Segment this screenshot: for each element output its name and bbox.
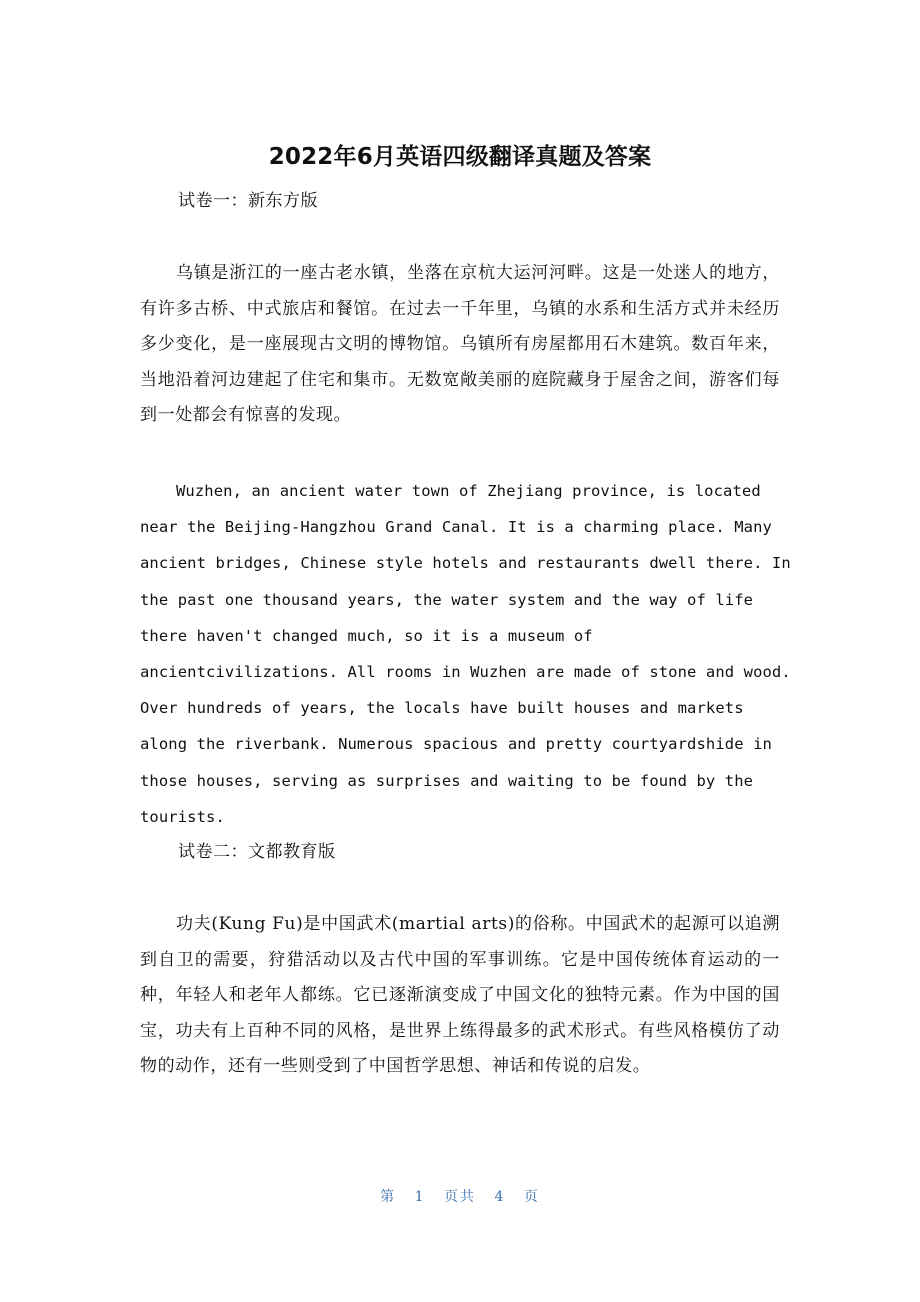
- page-title: 2022年6月英语四级翻译真题及答案: [268, 144, 652, 170]
- translation-line: Wuzhen, an ancient water town of Zhejiang province, is located: [176, 482, 761, 500]
- page-footer: [0, 1187, 920, 1207]
- footer-prefix: 第: [380, 1189, 397, 1205]
- footer-middle: 页共: [444, 1189, 476, 1205]
- translation-line: Over hundreds of years, the locals have built houses and markets: [140, 699, 744, 718]
- translation-line: those houses, serving as surprises and waiting to be found by the: [140, 771, 754, 790]
- section-label-wendu: 试卷二：文都教育版: [178, 842, 336, 862]
- footer-total-pages: 4: [494, 1189, 506, 1205]
- translation-line: the past one thousand years, the water system and the way of life: [140, 590, 754, 609]
- translation-line: there haven't changed much, so it is a museum of: [140, 626, 593, 645]
- translation-line: along the riverbank. Numerous spacious and pretty courtyardshide in: [140, 735, 772, 754]
- translation-line: ancientcivilizations. All rooms in Wuzhen are made of stone and wood.: [140, 663, 791, 682]
- section-label-xdf: 试卷一：新东方版: [178, 191, 318, 211]
- footer-suffix: 页: [523, 1189, 540, 1205]
- translation-line: tourists.: [140, 807, 225, 826]
- chinese-paragraph-wuzhen: 乌镇是浙江的一座古老水镇，坐落在京杭大运河河畔。这是一处迷人的地方，有许多古桥、中式旅店和餐馆。在过去一千年里，乌镇的水系和生活方式并未经历多少变化，是一座展现古文明的博物馆。乌镇所有房屋都用石木建筑。数百年来，当地沿着河边建起了住宅和集市。无数宽敞美丽的庭院藏身于屋舍之间，游客们每到一处都会有惊喜的发现。: [140, 263, 780, 426]
- english-translation-wuzhen: [140, 473, 791, 835]
- translation-line: ancient bridges, Chinese style hotels and restaurants dwell there. In: [140, 554, 791, 573]
- footer-page-number: 1: [414, 1189, 426, 1205]
- chinese-paragraph-kungfu: 功夫(Kung Fu)是中国武术(martial arts)的俗称。中国武术的起源可以追溯到自卫的需要，狩猎活动以及古代中国的军事训练。它是中国传统体育运动的一种，年轻人和老年人都练。它已逐渐演变成了中国文化的独特元素。作为中国的国宝，功夫有上百种不同的风格，是世界上练得最多的武术形式。有些风格模仿了动物的动作，还有一些则受到了中国哲学思想、神话和传说的启发。: [140, 914, 780, 1077]
- translation-line: near the Beijing-Hangzhou Grand Canal. It is a charming place. Many: [140, 518, 772, 537]
